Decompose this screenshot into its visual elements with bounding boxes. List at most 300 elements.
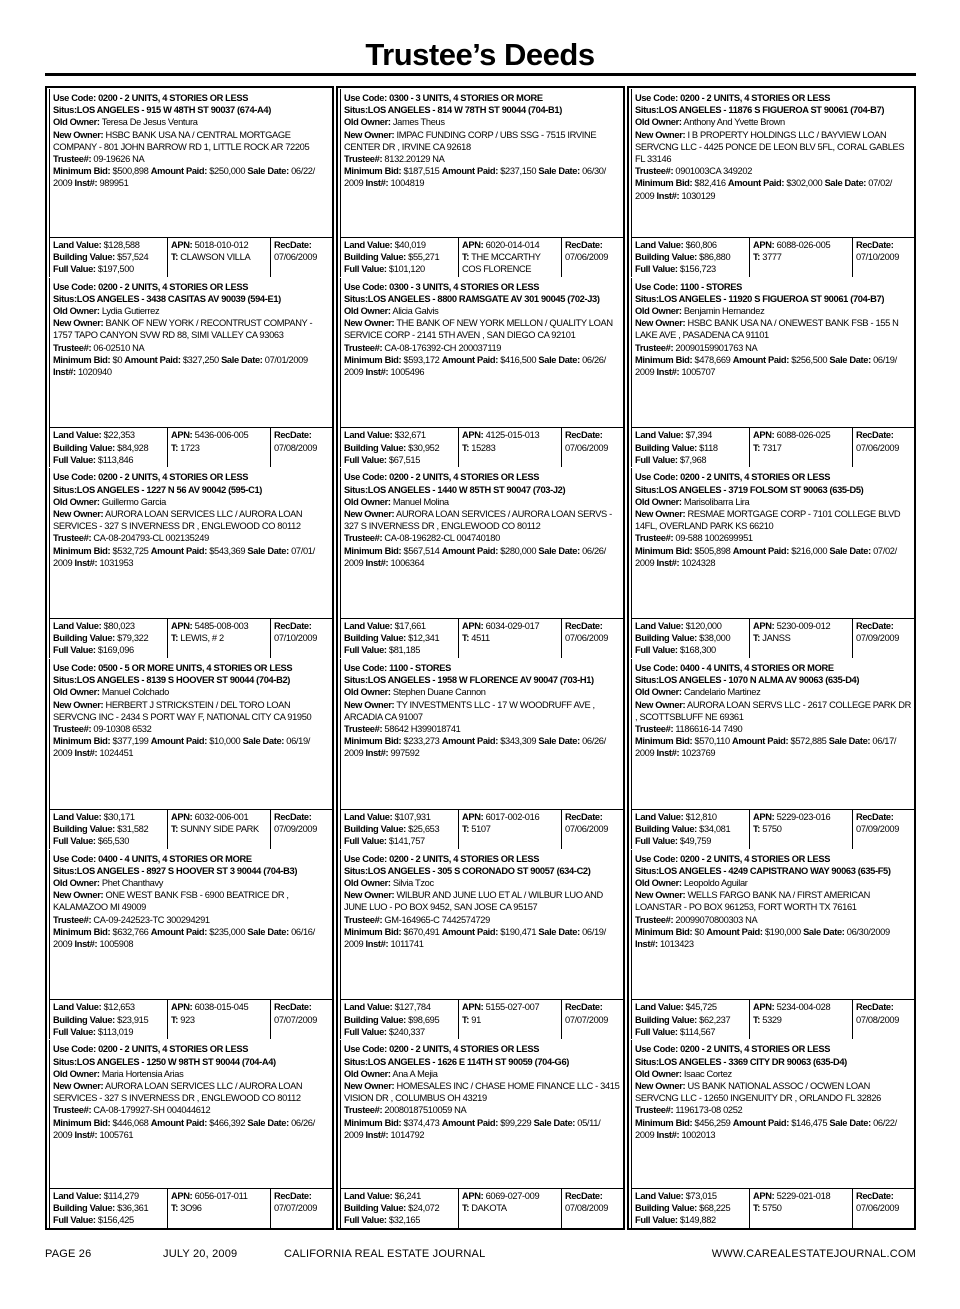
building-value-line <box>344 1014 455 1026</box>
apn-cell <box>459 1000 562 1039</box>
use-code-line <box>635 853 911 865</box>
apn-cell <box>750 619 853 658</box>
trustee-label: Trustee#: <box>53 914 92 925</box>
instrument-number-value: 1011741 <box>390 939 424 950</box>
full-value-value: $114,567 <box>679 1026 716 1037</box>
values-cell <box>341 1189 459 1228</box>
land-value-label: Land Value: <box>344 239 393 250</box>
amount-paid-value: $256,500 <box>791 354 828 365</box>
trustee-line <box>635 723 911 735</box>
values-cell <box>50 1000 168 1039</box>
sale-date-label: Sale Date: <box>824 178 867 189</box>
apn-line <box>753 1001 849 1013</box>
deed-record-body <box>340 1040 623 1228</box>
apn-cell <box>459 428 562 467</box>
new-owner-value: TY INVESTMENTS LLC - 17 W WOODRUFF AVE , ARCADIA CA 91007 <box>344 699 595 722</box>
deed-record-values <box>50 237 332 277</box>
use-code-value: 0200 - 2 UNITS, 4 STORIES OR LESS <box>98 472 249 483</box>
sale-date-label: Sale Date: <box>803 926 845 937</box>
situs-value: LOS ANGELES - 1440 W 85TH ST 90047 (703-J2) <box>367 484 566 495</box>
trustee-value: 20080187510059 NA <box>384 1105 467 1116</box>
situs-label: Situs: <box>53 105 77 116</box>
trustee-line <box>344 532 620 544</box>
sale-date-label: Sale Date: <box>242 736 285 747</box>
tract-line <box>171 632 267 644</box>
deed-record <box>627 658 916 849</box>
apn-cell <box>750 1189 853 1228</box>
situs-value: LOS ANGELES - 814 W 78TH ST 90044 (704-B1) <box>367 105 562 116</box>
amount-paid-label: Amount Paid: <box>150 736 207 747</box>
old-owner-label: Old Owner: <box>53 117 100 128</box>
apn-line <box>753 429 849 441</box>
recdate-cell <box>562 1000 623 1039</box>
deed-record-body <box>340 850 623 1040</box>
trustee-line <box>53 342 329 354</box>
land-value-line <box>344 239 455 251</box>
new-owner-value: RESMAE MORTGAGE CORP - 7101 COLLEGE BLVD 14FL, OVERLAND PARK KS 66210 <box>635 508 901 532</box>
use-code-label: Use Code: <box>344 1044 387 1055</box>
situs-line <box>53 293 329 305</box>
deed-record-values <box>50 999 332 1039</box>
full-value-label: Full Value: <box>635 645 678 656</box>
use-code-line <box>635 471 911 483</box>
tract-label: T: <box>462 633 470 644</box>
recdate-cell <box>853 428 914 467</box>
minimum-bid-label: Minimum Bid: <box>344 354 402 365</box>
tract-label: T: <box>462 1014 470 1025</box>
sale-date-label: Sale Date: <box>538 354 580 365</box>
apn-line <box>171 239 267 251</box>
situs-line <box>635 1056 911 1068</box>
apn-line <box>753 1190 849 1202</box>
amount-paid-value: $466,392 <box>209 1117 246 1128</box>
records-grid <box>45 86 916 1230</box>
old-owner-label: Old Owner: <box>635 878 682 889</box>
rec-date-value-line <box>856 823 911 835</box>
trustee-value: 09-19626 NA <box>93 154 145 165</box>
tract-line <box>753 632 849 644</box>
apn-line <box>171 429 267 441</box>
apn-label: APN: <box>753 430 775 441</box>
rec-date-value-line <box>856 442 911 454</box>
new-owner-value: HSBC BANK USA NA / CENTRAL MORTGAGE COMPANY - 801 JOHN BARROW RD 1, LITTLE ROCK AR 72205 <box>53 129 310 152</box>
rec-date-value-line <box>274 251 329 263</box>
amount-paid-value: $190,471 <box>500 926 537 937</box>
use-code-label: Use Code: <box>344 281 387 292</box>
apn-label: APN: <box>462 811 484 822</box>
building-value-value: $98,695 <box>408 1014 440 1025</box>
deed-record-text <box>50 850 332 951</box>
rec-date-line <box>274 811 329 823</box>
full-value-label: Full Value: <box>53 1215 96 1226</box>
old-owner-value: Silvia Tzoc <box>392 878 434 889</box>
situs-line <box>53 104 329 116</box>
situs-label: Situs: <box>635 865 659 876</box>
amount-paid-label: Amount Paid: <box>441 166 498 177</box>
use-code-line <box>344 1043 620 1055</box>
situs-value: LOS ANGELES - 8927 S HOOVER ST 3 90044 (704-B3) <box>76 865 298 876</box>
new-owner-label: New Owner: <box>635 890 686 901</box>
amount-paid-value: $235,000 <box>209 926 246 937</box>
old-owner-label: Old Owner: <box>53 306 100 317</box>
minimum-bid-label: Minimum Bid: <box>635 1117 693 1128</box>
deed-record-values <box>632 618 914 658</box>
rec-date-value: 07/06/2009 <box>565 823 609 834</box>
deed-record-values <box>341 1188 623 1228</box>
tract-value: LEWIS, # 2 <box>180 633 224 644</box>
new-owner-value: ONE WEST BANK FSB - 6900 BEATRICE DR , KALAMAZOO MI 49009 <box>53 890 289 913</box>
sale-date-value: 07/01/2009 <box>264 354 308 365</box>
situs-line <box>344 293 620 305</box>
deed-record <box>45 658 334 849</box>
trustee-value: CA-08-179927-SH 004044612 <box>93 1105 211 1116</box>
old-owner-value: Manuel Molina <box>392 496 449 507</box>
deed-record <box>336 277 625 468</box>
land-value-line <box>344 1001 455 1013</box>
deed-record-values <box>341 427 623 467</box>
new-owner-value: US BANK NATIONAL ASSOC / OCWEN LOAN SERVCNG LLC - 12650 INGENUITY DR , ORLANDO FL 32826 <box>635 1080 882 1104</box>
records-column <box>45 86 334 1230</box>
new-owner-line <box>344 889 620 913</box>
tract-label: T: <box>753 442 761 453</box>
use-code-value: 0200 - 2 UNITS, 4 STORIES OR LESS <box>680 1044 831 1055</box>
situs-label: Situs: <box>344 105 368 116</box>
old-owner-line <box>635 496 911 508</box>
use-code-label: Use Code: <box>53 853 96 864</box>
use-code-label: Use Code: <box>53 1044 96 1055</box>
building-value-value: $23,915 <box>117 1014 149 1025</box>
full-value-value: $156,723 <box>679 264 716 275</box>
instrument-number-value: 1030129 <box>681 190 716 201</box>
old-owner-line <box>53 116 329 128</box>
land-value-line <box>53 1190 164 1202</box>
values-cell <box>50 428 168 467</box>
apn-cell <box>168 1189 271 1228</box>
old-owner-value: Manuel Colchado <box>101 687 169 698</box>
building-value-label: Building Value: <box>344 633 406 644</box>
new-owner-value: HSBC BANK USA NA / ONEWEST BANK FSB - 155 N LAKE AVE , PASADENA CA 91101 <box>635 318 899 341</box>
old-owner-value: Isaac Cortez <box>683 1068 732 1079</box>
use-code-label: Use Code: <box>53 663 96 673</box>
tract-value: JANSS <box>762 633 791 644</box>
use-code-value: 0200 - 2 UNITS, 4 STORIES OR LESS <box>98 281 249 292</box>
use-code-value: 0200 - 2 UNITS, 4 STORIES OR LESS <box>389 1044 540 1055</box>
new-owner-line <box>344 1080 620 1104</box>
trustee-line <box>53 1104 329 1116</box>
amount-paid-label: Amount Paid: <box>732 1117 789 1128</box>
old-owner-value: Stephen Duane Cannon <box>392 687 486 698</box>
recdate-cell <box>271 810 332 849</box>
sale-info-line <box>344 735 620 759</box>
trustee-value: CA-08-196282-CL 004740180 <box>384 533 500 544</box>
deed-record <box>45 86 334 277</box>
page-footer <box>45 1248 916 1262</box>
trustee-label: Trustee#: <box>635 914 674 925</box>
apn-cell <box>459 810 562 849</box>
new-owner-label: New Owner: <box>53 1080 104 1091</box>
old-owner-line <box>344 877 620 889</box>
recdate-cell <box>853 619 914 658</box>
footer-page-number: PAGE 26 <box>45 1248 92 1260</box>
old-owner-value: James Theus <box>392 117 445 128</box>
minimum-bid-label: Minimum Bid: <box>635 354 693 365</box>
new-owner-line <box>635 699 911 723</box>
full-value-label: Full Value: <box>344 1215 387 1226</box>
tract-label: T: <box>462 442 470 453</box>
amount-paid-label: Amount Paid: <box>732 545 789 556</box>
footer-date: JULY 20, 2009 <box>163 1248 238 1260</box>
deed-record <box>627 277 916 468</box>
tract-line <box>462 1202 558 1214</box>
deed-record-values <box>632 237 914 277</box>
land-value-value: $40,019 <box>394 239 426 250</box>
use-code-line <box>344 853 620 865</box>
full-value-value: $49,759 <box>679 836 712 847</box>
sale-info-line <box>344 545 620 569</box>
instrument-number-value: 1004819 <box>390 178 425 189</box>
rec-date-line <box>274 1190 329 1202</box>
rec-date-value: 07/08/2009 <box>856 1014 900 1025</box>
land-value-line <box>635 811 746 823</box>
trustee-label: Trustee#: <box>344 533 383 544</box>
apn-value: 6034-029-017 <box>485 621 540 631</box>
tract-line <box>753 1202 849 1214</box>
values-cell <box>341 619 459 658</box>
sale-date-label: Sale Date: <box>538 545 580 556</box>
old-owner-label: Old Owner: <box>344 117 391 128</box>
building-value-label: Building Value: <box>53 1014 115 1025</box>
sale-date-label: Sale Date: <box>533 1117 576 1128</box>
new-owner-line <box>53 129 329 153</box>
tract-value: 5107 <box>471 823 491 834</box>
apn-label: APN: <box>462 621 484 631</box>
tract-label: T: <box>753 823 761 834</box>
use-code-label: Use Code: <box>635 663 678 673</box>
full-value-label: Full Value: <box>635 1026 678 1037</box>
use-code-value: 0200 - 2 UNITS, 4 STORIES OR LESS <box>389 853 540 864</box>
building-value-line <box>344 823 455 835</box>
tract-line <box>462 823 558 835</box>
building-value-value: $25,653 <box>408 823 440 834</box>
building-value-line <box>344 442 455 454</box>
sale-date-label: Sale Date: <box>538 736 580 747</box>
apn-line <box>462 429 558 441</box>
trustee-label: Trustee#: <box>53 154 92 165</box>
rec-date-line <box>565 429 620 441</box>
minimum-bid-value: $593,172 <box>403 354 440 365</box>
old-owner-line <box>53 1068 329 1080</box>
old-owner-value: Lydia Gutierrez <box>101 306 160 317</box>
amount-paid-value: $327,250 <box>182 354 219 365</box>
rec-date-label: RecDate: <box>856 430 894 441</box>
use-code-label: Use Code: <box>635 93 678 103</box>
trustee-line <box>344 1104 620 1116</box>
instrument-number-value: 1002013 <box>681 1129 716 1140</box>
recdate-cell <box>853 238 914 277</box>
apn-value: 6038-015-045 <box>194 1002 249 1013</box>
situs-line <box>344 1056 620 1068</box>
apn-label: APN: <box>171 1191 193 1201</box>
situs-line <box>344 865 620 877</box>
rec-date-line <box>856 1190 911 1202</box>
apn-label: APN: <box>462 1002 484 1013</box>
deed-record-values <box>632 1188 914 1228</box>
land-value-value: $60,806 <box>685 239 717 250</box>
sale-info-line <box>344 926 620 950</box>
situs-label: Situs: <box>344 484 368 495</box>
sale-info-line <box>53 165 329 189</box>
full-value-value: $240,337 <box>388 1026 425 1037</box>
minimum-bid-value: $377,199 <box>112 736 149 747</box>
new-owner-label: New Owner: <box>53 318 104 329</box>
new-owner-value: AURORA LOAN SERVS LLC - 2617 COLLEGE PARK DR , SCOTTSBLUFF NE 69361 <box>635 699 911 722</box>
values-cell <box>632 810 750 849</box>
new-owner-value: I B PROPERTY HOLDINGS LLC / BAYVIEW LOAN SERVCNG LLC - 4425 PONCE DE LEON BLV 5FL, CORAL GABLES FL 33146 <box>635 129 905 165</box>
building-value-value: $30,952 <box>408 442 440 453</box>
building-value-value: $12,341 <box>408 633 440 644</box>
minimum-bid-value: $187,515 <box>403 166 440 177</box>
use-code-value: 0500 - 5 OR MORE UNITS, 4 STORIES OR LESS <box>98 663 293 673</box>
use-code-value: 0400 - 4 UNITS, 4 STORIES OR MORE <box>680 663 834 673</box>
old-owner-label: Old Owner: <box>635 117 682 128</box>
sale-date-value: 06/16/ 2009 <box>53 926 315 950</box>
building-value-line <box>53 442 164 454</box>
amount-paid-label: Amount Paid: <box>124 354 181 365</box>
old-owner-label: Old Owner: <box>53 878 100 889</box>
rec-date-value-line <box>856 1014 911 1026</box>
minimum-bid-value: $0 <box>112 354 123 365</box>
building-value-line <box>344 1202 455 1214</box>
rec-date-label: RecDate: <box>856 811 894 822</box>
apn-line <box>462 1190 558 1202</box>
land-value-label: Land Value: <box>635 239 684 250</box>
rec-date-label: RecDate: <box>856 239 894 250</box>
deed-record-body <box>631 468 914 658</box>
trustee-label: Trustee#: <box>53 533 92 544</box>
rec-date-value: 07/10/2009 <box>274 633 318 644</box>
recdate-cell <box>562 619 623 658</box>
trustee-line <box>635 532 911 544</box>
minimum-bid-value: $570,110 <box>694 736 730 747</box>
full-value-label: Full Value: <box>635 1215 678 1226</box>
deed-record-text <box>632 659 914 760</box>
situs-value: LOS ANGELES - 4249 CAPISTRANO WAY 90063 (635-F5) <box>658 865 891 876</box>
situs-value: LOS ANGELES - 1227 N 56 AV 90042 (595-C1) <box>76 484 263 495</box>
trustee-value: 20099070800303 NA <box>675 914 758 925</box>
sale-date-value: 07/02/ 2009 <box>635 545 897 568</box>
minimum-bid-value: $632,766 <box>112 926 149 937</box>
minimum-bid-label: Minimum Bid: <box>53 354 111 365</box>
building-value-value: $86,880 <box>699 251 731 262</box>
recdate-cell <box>271 1000 332 1039</box>
sale-date-value: 06/22/ 2009 <box>53 166 315 189</box>
deed-record <box>45 1039 334 1230</box>
deed-record-text <box>632 468 914 569</box>
rec-date-line <box>565 1001 620 1013</box>
apn-line <box>171 620 267 632</box>
deed-record-values <box>50 1188 332 1228</box>
tract-label: T: <box>753 633 761 644</box>
sale-date-label: Sale Date: <box>247 926 289 937</box>
apn-label: APN: <box>171 239 193 250</box>
apn-value: 5229-023-016 <box>776 811 831 822</box>
full-value-value: $113,846 <box>97 454 134 465</box>
situs-line <box>635 293 911 305</box>
land-value-label: Land Value: <box>344 1002 393 1013</box>
trustee-value: CA-08-176392-CH 200037119 <box>384 342 502 353</box>
sale-date-label: Sale Date: <box>538 926 580 937</box>
rec-date-line <box>856 429 911 441</box>
amount-paid-label: Amount Paid: <box>441 926 498 937</box>
full-value-line <box>53 1214 164 1226</box>
building-value-line <box>53 823 164 835</box>
recdate-cell <box>562 428 623 467</box>
minimum-bid-label: Minimum Bid: <box>344 166 402 177</box>
records-column <box>627 86 916 1230</box>
old-owner-label: Old Owner: <box>344 1068 391 1079</box>
building-value-line <box>635 632 746 644</box>
trustee-value: 8132.20129 NA <box>384 154 445 165</box>
minimum-bid-value: $82,416 <box>694 178 726 189</box>
building-value-line <box>635 823 746 835</box>
full-value-line <box>635 1214 746 1226</box>
old-owner-line <box>635 686 911 698</box>
new-owner-label: New Owner: <box>344 1080 395 1091</box>
apn-value: 6017-002-016 <box>485 811 540 822</box>
full-value-label: Full Value: <box>635 454 678 465</box>
new-owner-line <box>635 889 911 913</box>
situs-line <box>344 484 620 496</box>
situs-label: Situs: <box>635 675 659 686</box>
rec-date-label: RecDate: <box>565 1002 603 1013</box>
land-value-line <box>635 239 746 251</box>
land-value-line <box>635 429 746 441</box>
instrument-number-value: 1005761 <box>99 1129 134 1140</box>
apn-cell <box>168 810 271 849</box>
deed-record-values <box>50 618 332 658</box>
apn-label: APN: <box>171 811 193 822</box>
full-value-label: Full Value: <box>53 645 96 656</box>
old-owner-label: Old Owner: <box>344 878 391 889</box>
sale-date-label: Sale Date: <box>829 1117 871 1128</box>
use-code-line <box>344 281 620 293</box>
use-code-line <box>53 92 329 104</box>
old-owner-value: Alicia Galvis <box>392 306 439 317</box>
old-owner-label: Old Owner: <box>344 306 391 317</box>
sale-info-line <box>635 926 911 950</box>
apn-cell <box>168 619 271 658</box>
land-value-value: $128,588 <box>103 239 140 250</box>
values-cell <box>632 1000 750 1039</box>
deed-record-body <box>49 1040 332 1228</box>
land-value-label: Land Value: <box>53 811 102 822</box>
full-value-label: Full Value: <box>635 264 678 275</box>
situs-value: LOS ANGELES - 915 W 48TH ST 90037 (674-A4) <box>76 105 271 116</box>
rec-date-label: RecDate: <box>274 430 312 441</box>
land-value-label: Land Value: <box>635 1191 684 1201</box>
tract-line <box>753 1014 849 1026</box>
new-owner-label: New Owner: <box>53 129 104 140</box>
situs-line <box>635 674 911 686</box>
new-owner-line <box>53 317 329 341</box>
tract-value: 1723 <box>180 442 200 453</box>
apn-value: 4125-015-013 <box>485 430 540 441</box>
amount-paid-label: Amount Paid: <box>441 736 498 747</box>
old-owner-label: Old Owner: <box>53 687 100 698</box>
old-owner-label: Old Owner: <box>635 306 682 317</box>
trustee-value: 0901003CA 349202 <box>675 166 753 177</box>
deed-record <box>45 849 334 1040</box>
